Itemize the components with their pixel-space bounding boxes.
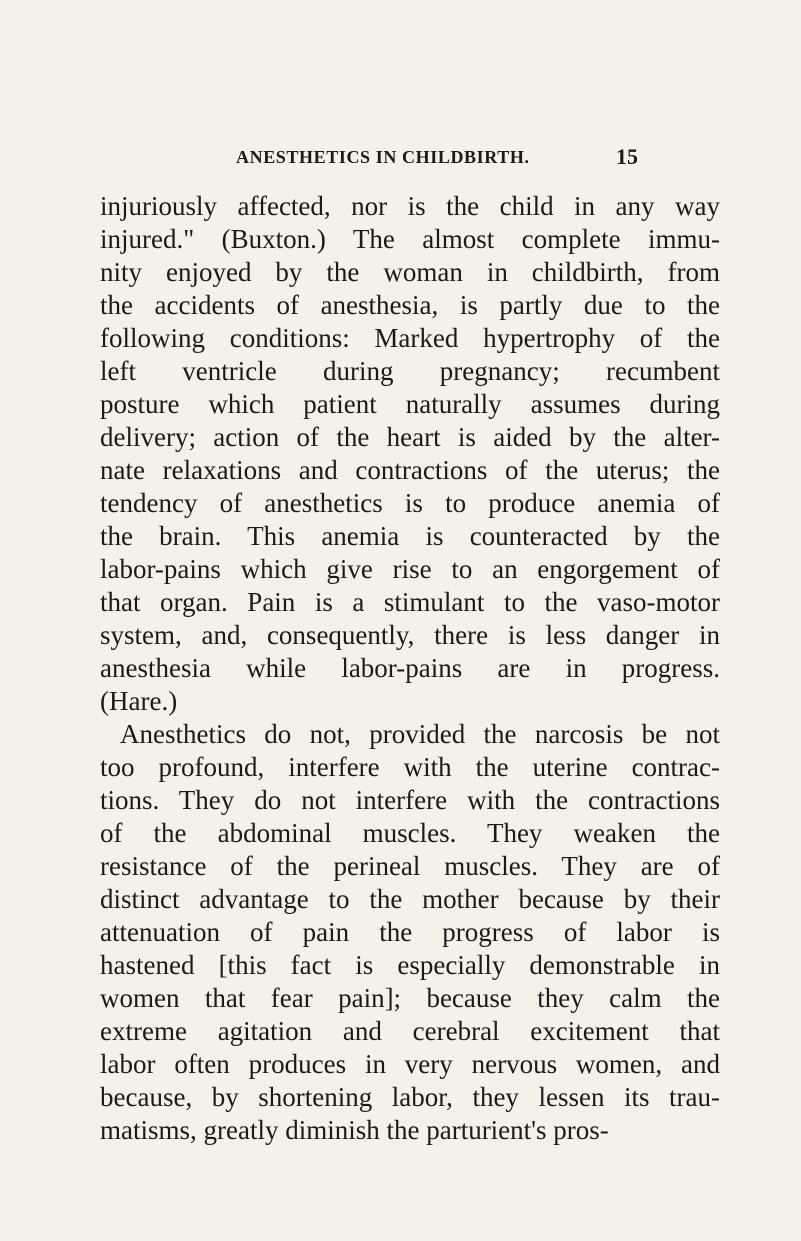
text-line: the accidents of anesthesia, is partly due to the <box>100 290 720 320</box>
text-line: posture which patient naturally assumes during <box>100 389 720 419</box>
text-line: nate relaxations and contractions of the uterus; the <box>100 455 720 485</box>
text-line: left ventricle during pregnancy; recumbent <box>100 356 720 386</box>
text-line: injuriously affected, nor is the child in any way <box>100 191 720 221</box>
text-line: matisms, greatly diminish the parturient's pros- <box>100 1115 609 1145</box>
text-line: women that fear pain]; because they calm the <box>100 983 720 1013</box>
text-line: system, and, consequently, there is less danger in <box>100 620 720 650</box>
text-line: (Hare.) <box>100 686 178 716</box>
text-line: too profound, interfere with the uterine contrac- <box>100 752 720 782</box>
text-line: tions. They do not interfere with the contractions <box>100 785 720 815</box>
text-line: hastened [this fact is especially demonstrable in <box>100 950 720 980</box>
text-line: nity enjoyed by the woman in childbirth, from <box>100 257 720 287</box>
text-line: labor often produces in very nervous women, and <box>100 1049 720 1079</box>
text-line: anesthesia while labor-pains are in progress. <box>100 653 720 683</box>
text-line: because, by shortening labor, they lessen its trau- <box>100 1082 720 1112</box>
text-line: that organ. Pain is a stimulant to the vaso-motor <box>100 587 720 617</box>
text-line: delivery; action of the heart is aided by the alter- <box>100 422 720 452</box>
text-line: Anesthetics do not, provided the narcosis be not <box>120 719 720 749</box>
running-title: ANESTHETICS IN CHILDBIRTH. <box>236 147 530 167</box>
text-line: following conditions: Marked hypertrophy of the <box>100 323 720 353</box>
text-line: of the abdominal muscles. They weaken the <box>100 818 720 848</box>
text-line: tendency of anesthetics is to produce anemia of <box>100 488 720 518</box>
text-line: attenuation of pain the progress of labor is <box>100 917 720 947</box>
page-header <box>150 144 650 172</box>
text-line: distinct advantage to the mother because by their <box>100 884 720 914</box>
text-line: injured." (Buxton.) The almost complete immu- <box>100 224 720 254</box>
text-line: labor-pains which give rise to an engorgement of <box>100 554 720 584</box>
text-line: extreme agitation and cerebral excitement that <box>100 1016 720 1046</box>
text-line: the brain. This anemia is counteracted by the <box>100 521 720 551</box>
page-number: 15 <box>616 144 638 169</box>
text-line: resistance of the perineal muscles. They are of <box>100 851 720 881</box>
